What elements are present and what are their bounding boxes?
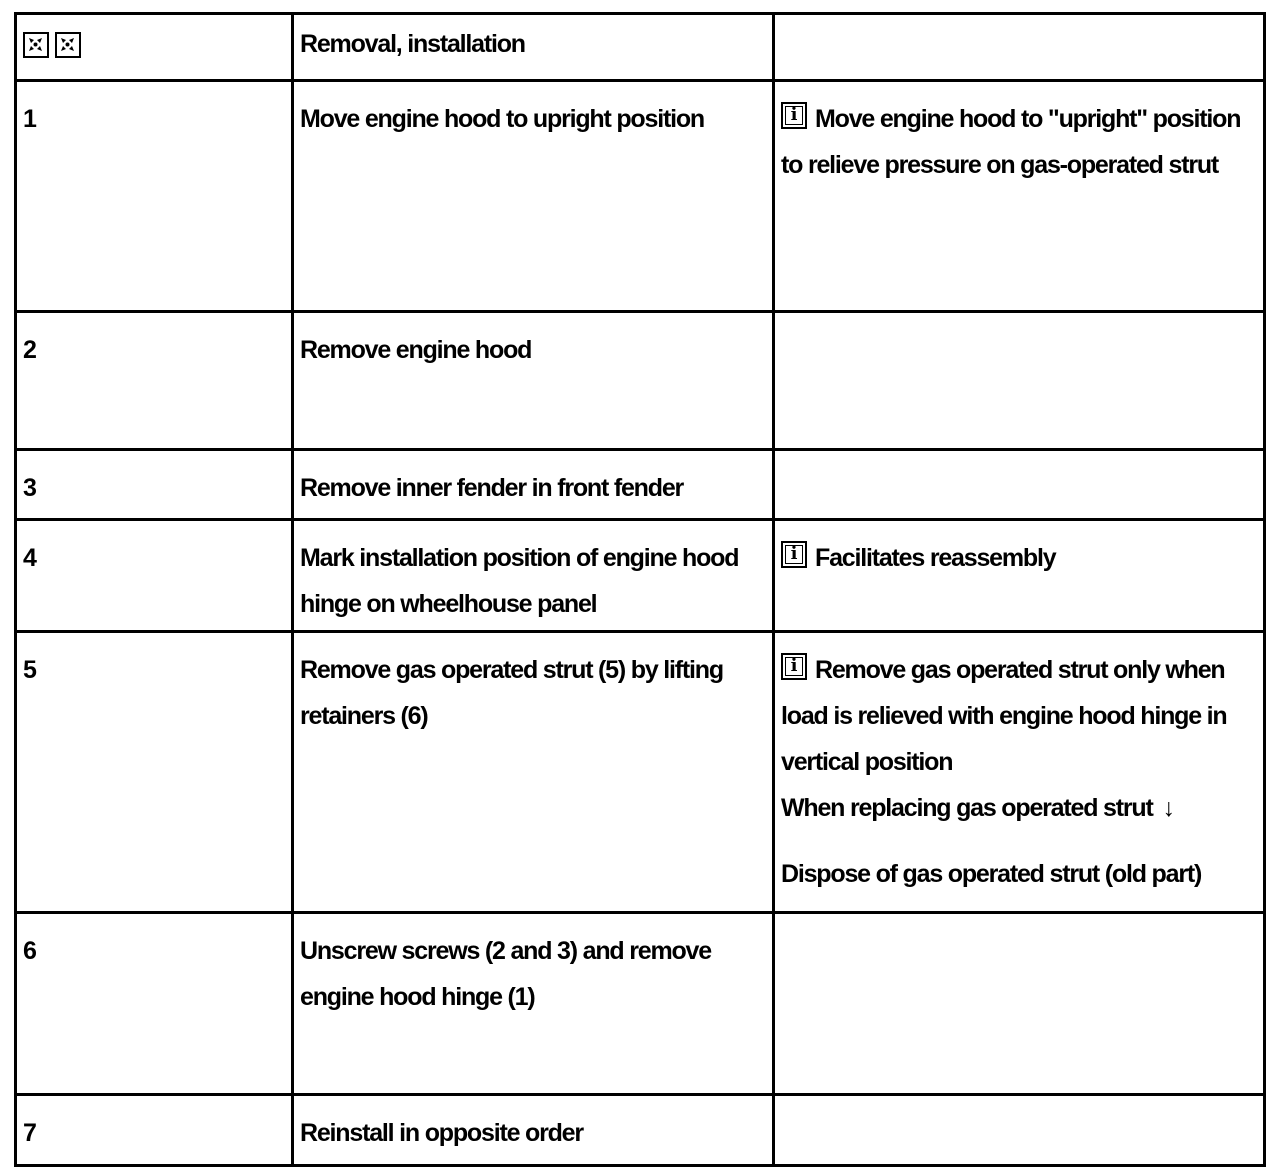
step-number: 7	[16, 1095, 293, 1166]
step-note	[774, 1095, 1265, 1166]
tool-icon	[23, 32, 49, 58]
table-row	[16, 632, 1265, 913]
step-number: 5	[16, 632, 293, 913]
note-header-cell	[774, 14, 1265, 81]
step-number: 4	[16, 520, 293, 632]
step-number: 2	[16, 312, 293, 450]
note-line	[781, 785, 1257, 831]
tool-icon	[55, 32, 81, 58]
note-text: Facilitates reassembly	[815, 544, 1056, 572]
step-note	[774, 312, 1265, 450]
table-row	[16, 520, 1265, 632]
note-line	[781, 647, 1257, 785]
step-action: Move engine hood to upright position	[293, 81, 774, 312]
tool-icon-group	[23, 32, 81, 58]
step-action: Remove engine hood	[293, 312, 774, 450]
note-text: Remove gas operated strut only when load is relieved with engine hood hinge in vertical position	[781, 656, 1227, 776]
procedure-table	[14, 12, 1266, 1167]
step-note	[774, 81, 1265, 312]
step-number: 3	[16, 450, 293, 520]
step-action: Mark installation position of engine hood hinge on wheelhouse panel	[293, 520, 774, 632]
step-note	[774, 632, 1265, 913]
table-row	[16, 450, 1265, 520]
info-icon: i	[781, 653, 807, 680]
step-number: 6	[16, 913, 293, 1095]
step-note	[774, 450, 1265, 520]
table-row	[16, 312, 1265, 450]
note-text: Dispose of gas operated strut (old part)	[781, 860, 1202, 888]
procedure-title: Removal, installation	[293, 14, 774, 81]
step-action: Remove inner fender in front fender	[293, 450, 774, 520]
step-note	[774, 520, 1265, 632]
down-arrow-icon: ↓	[1162, 794, 1174, 822]
header-icons-cell	[16, 14, 293, 81]
table-row	[16, 1095, 1265, 1166]
step-number: 1	[16, 81, 293, 312]
step-note	[774, 913, 1265, 1095]
info-icon: i	[781, 541, 807, 568]
table-row	[16, 913, 1265, 1095]
step-action: Reinstall in opposite order	[293, 1095, 774, 1166]
step-action: Remove gas operated strut (5) by lifting retainers (6)	[293, 632, 774, 913]
note-text: Move engine hood to "upright" position to relieve pressure on gas-operated strut	[781, 105, 1241, 179]
table-row	[16, 81, 1265, 312]
step-action: Unscrew screws (2 and 3) and remove engine hood hinge (1)	[293, 913, 774, 1095]
info-icon: i	[781, 102, 807, 129]
note-line	[781, 851, 1257, 897]
table-header-row	[16, 14, 1265, 81]
note-text: When replacing gas operated strut	[781, 794, 1153, 822]
